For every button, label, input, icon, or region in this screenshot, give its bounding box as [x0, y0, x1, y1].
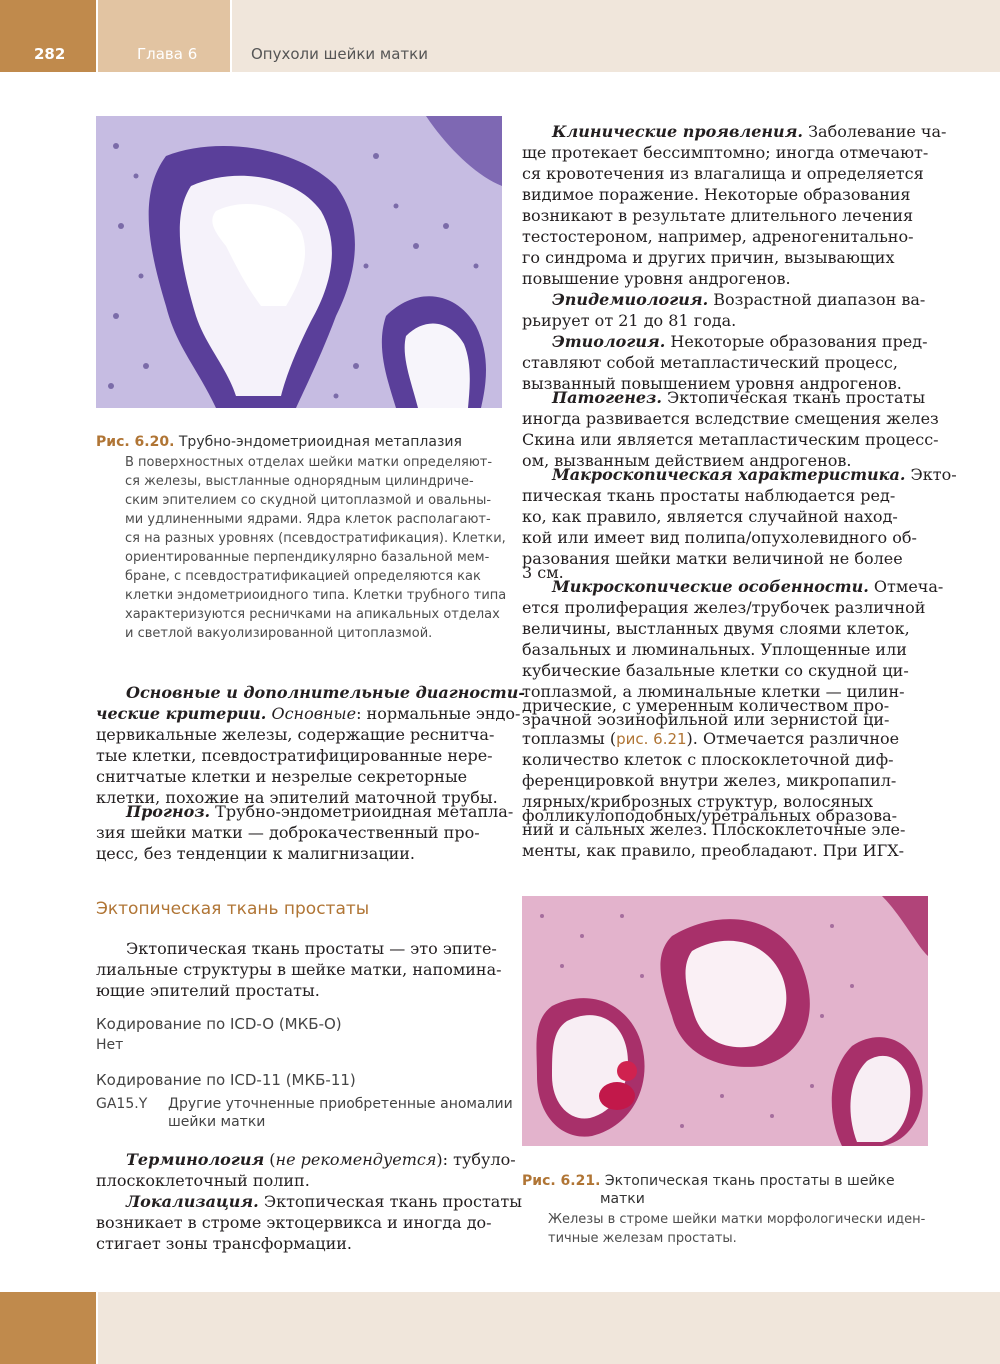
etiology-paragraph-line: вызванный повышением уровня андрогенов.: [522, 374, 902, 393]
clinical-paragraph-line: ся кровотечения из влагалища и определяется: [522, 164, 924, 183]
clinical-text: Заболевание ча-: [803, 122, 947, 141]
criteria-paragraph-line: клетки, похожие на эпителий маточной трубы.: [96, 788, 498, 807]
figure-6-21-caption-line: Железы в строме шейки матки морфологически иден-: [548, 1212, 926, 1227]
microscopic-paragraph-line: [522, 730, 899, 748]
macroscopic-text: Экто-: [905, 465, 957, 484]
macroscopic-paragraph-line: [552, 466, 957, 484]
icd11-description-line: Другие уточненные приобретенные аномалии: [168, 1096, 513, 1112]
microscopic-paragraph-line: зрачной эозинофильной или зернистой ци-: [522, 710, 890, 729]
figure-6-21-caption-line: тичные железам простаты.: [548, 1231, 737, 1246]
figure-6-21-label: Рис. 6.21.: [522, 1173, 601, 1189]
criteria-paragraph-line: [96, 705, 520, 723]
localization-paragraph-line: возникает в строме эктоцервикса и иногда до-: [96, 1213, 492, 1232]
figure-6-20-caption-line: В поверхностных отделах шейки матки определяют-: [125, 455, 493, 470]
epidemiology-paragraph-line: [552, 291, 925, 309]
microscopic-paragraph-line: менты, как правило, преобладают. При ИГХ-: [522, 841, 905, 860]
page-number: 282: [34, 45, 66, 63]
criteria-paragraph-line: снитчатые клетки и незрелые секреторные: [96, 767, 468, 786]
criteria-heading-line: [126, 684, 525, 702]
terminology-paragraph-line: Терминология (не рекомендуется): тубуло-: [126, 1150, 516, 1169]
criteria-paragraph-line: тые клетки, псевдостратифицированные нере-: [96, 746, 493, 765]
microscopic-paragraph-line: ется пролиферация желез/трубочек различной: [522, 598, 926, 617]
figure-6-20-caption-heading: [96, 433, 462, 451]
footer-accent-block: [0, 1292, 96, 1364]
figure-6-20-caption-line: клетки эндометриоидного типа. Клетки трубного типа: [125, 588, 507, 603]
macroscopic-paragraph-line: ко, как правило, является случайной наход-: [522, 507, 898, 526]
figure-6-20-caption-line: характеризуются ресничками на апикальных отделах: [125, 607, 500, 622]
etiology-paragraph-line: ставляют собой метапластический процесс,: [522, 353, 898, 372]
figure-6-20-caption-line: ми удлиненными ядрами. Ядра клеток располагают-: [125, 512, 491, 527]
terminology-text: ): тубуло-: [436, 1150, 516, 1169]
microscopic-text: Отмеча-: [868, 577, 944, 596]
epidemiology-paragraph-line: рьирует от 21 до 81 года.: [522, 311, 737, 330]
micrograph-6-20-image: [96, 116, 502, 408]
figure-6-20-caption-line: ся железы, выстланные однорядным цилиндриче-: [125, 474, 474, 489]
prognosis-paragraph-line: [126, 803, 513, 821]
prognosis-paragraph-line: цесс, без тенденции к малигнизации.: [96, 844, 416, 863]
microscopic-paragraph-line: величины, выстланных двумя слоями клеток,: [522, 619, 910, 638]
chapter-title: Опухоли шейки матки: [251, 45, 428, 63]
localization-paragraph-line: [126, 1193, 522, 1211]
microscopic-label: Микроскопические особенности.: [552, 577, 869, 596]
microscopic-paragraph-line: фолликулоподобных/уретральных образова-: [522, 806, 898, 825]
icdo-heading: Кодирование по ICD-O (МКБ-О): [96, 1015, 342, 1033]
pathogenesis-paragraph-line: Скина или является метапластическим процесс-: [522, 430, 939, 449]
clinical-paragraph-line: повышение уровня андрогенов.: [522, 269, 791, 288]
microscopic-paragraph-line: топлазмой, а люминальные клетки — цилин-: [522, 682, 905, 701]
pathogenesis-paragraph-line: ом, вызванным действием андрогенов.: [522, 451, 852, 470]
terminology-note: не рекомендуется: [275, 1150, 437, 1169]
microscopic-paragraph-line: кубические базальные клетки со скудной ци-: [522, 661, 909, 680]
prognosis-text: Трубно-эндометриоидная метапла-: [210, 802, 514, 821]
intro-paragraph-line: Эктопическая ткань простаты — это эпите-: [126, 939, 497, 958]
localization-label: Локализация.: [126, 1192, 259, 1211]
macroscopic-paragraph-line: 3 см.: [522, 563, 564, 582]
macroscopic-paragraph-line: кой или имеет вид полипа/опухолевидного об-: [522, 528, 917, 547]
microscopic-paragraph-line: базальных и люминальных. Уплощенные или: [522, 640, 907, 659]
terminology-paragraph-line: плоскоклеточный полип.: [96, 1171, 310, 1190]
etiology-label: Этиология.: [552, 332, 666, 351]
clinical-paragraph-line: видимое поражение. Некоторые образования: [522, 185, 911, 204]
pathogenesis-label: Патогенез.: [552, 388, 662, 407]
criteria-heading-cont: ческие критерии.: [96, 704, 267, 723]
criteria-paragraph-line: цервикальные железы, содержащие реснитча-: [96, 725, 495, 744]
icd11-heading: Кодирование по ICD-11 (МКБ-11): [96, 1071, 356, 1089]
criteria-heading: Основные и дополнительные диагности-: [126, 683, 526, 702]
micrograph-figure-6-21: [522, 896, 928, 1146]
pathogenesis-paragraph-line: [552, 389, 925, 407]
etiology-paragraph-line: [552, 333, 928, 351]
figure-6-21-caption-heading: [522, 1172, 895, 1190]
microscopic-paragraph-line: количество клеток с плоскоклеточной диф-: [522, 750, 894, 769]
figure-6-21-title: Эктопическая ткань простаты в шейке: [604, 1173, 895, 1189]
terminology-label: Терминология: [126, 1150, 265, 1169]
intro-paragraph-line: лиальные структуры в шейке матки, напомина-: [96, 960, 502, 979]
microscopic-text: ). Отмечается различное: [686, 729, 900, 748]
microscopic-paragraph-line: ний и сальных желез. Плоскоклеточные эле-: [522, 820, 906, 839]
microscopic-paragraph-line: [552, 578, 943, 596]
figure-6-20-caption-line: бране, с псевдостратификацией определяются как: [125, 569, 481, 584]
figure-6-20-caption-line: ся на разных уровнях (псевдостратификация). Клетки,: [125, 531, 506, 546]
microscopic-paragraph-line: дрические, с умеренным количеством про-: [522, 696, 890, 715]
microscopic-text: топлазмы (: [522, 729, 617, 748]
chapter-label: Глава 6: [137, 45, 198, 63]
figure-6-20-caption-line: ским эпителием со скудной цитоплазмой и овальны-: [125, 493, 492, 508]
figure-6-20-title: Трубно-эндометриоидная метаплазия: [178, 434, 462, 450]
figure-6-21-reference-link[interactable]: рис. 6.21: [616, 730, 687, 748]
epidemiology-label: Эпидемиология.: [552, 290, 709, 309]
prognosis-label: Прогноз.: [126, 802, 211, 821]
micrograph-6-21-image: [522, 896, 928, 1146]
etiology-text: Некоторые образования пред-: [665, 332, 928, 351]
localization-text: Эктопическая ткань простаты: [258, 1192, 522, 1211]
figure-6-20-caption-line: и светлой вакуолизированной цитоплазмой.: [125, 626, 433, 641]
clinical-paragraph-line: ще протекает бессимптомно; иногда отмечают-: [522, 143, 929, 162]
localization-paragraph-line: стигает зоны трансформации.: [96, 1234, 352, 1253]
macroscopic-paragraph-line: пическая ткань простаты наблюдается ред-: [522, 486, 896, 505]
icdo-value: Нет: [96, 1037, 124, 1053]
epidemiology-text: Возрастной диапазон ва-: [708, 290, 926, 309]
clinical-paragraph-line: го синдрома и других причин, вызывающих: [522, 248, 895, 267]
criteria-text: : нормальные эндо-: [356, 704, 521, 723]
clinical-paragraph-line: возникают в результате длительного лечения: [522, 206, 914, 225]
figure-6-21-title-cont: матки: [600, 1191, 645, 1207]
section-heading-ectopic-prostate: Эктопическая ткань простаты: [96, 899, 370, 919]
macroscopic-paragraph-line: разования шейки матки величиной не более: [522, 549, 903, 568]
macroscopic-label: Макроскопическая характеристика.: [552, 465, 906, 484]
clinical-paragraph-line: [552, 123, 946, 141]
figure-6-20-label: Рис. 6.20.: [96, 434, 175, 450]
icd11-description-line: шейки матки: [168, 1114, 266, 1130]
pathogenesis-paragraph-line: иногда развивается вследствие смещения желез: [522, 409, 939, 428]
micrograph-figure-6-20: [96, 116, 502, 408]
microscopic-paragraph-line: лярных/криброзных структур, волосяных: [522, 792, 874, 811]
pathogenesis-text: Эктопическая ткань простаты: [661, 388, 926, 407]
prognosis-paragraph-line: зия шейки матки — доброкачественный про-: [96, 823, 480, 842]
figure-6-20-caption-line: ориентированные перпендикулярно базальной мем-: [125, 550, 490, 565]
footer-band: [98, 1292, 1000, 1364]
icd11-code: GA15.Y: [96, 1096, 148, 1112]
criteria-label: Основные: [271, 704, 357, 723]
clinical-paragraph-line: тестостероном, например, адреногенитально-: [522, 227, 914, 246]
intro-paragraph-line: ющие эпителий простаты.: [96, 981, 320, 1000]
clinical-label: Клинические проявления.: [552, 122, 803, 141]
microscopic-paragraph-line: ференцировкой внутри желез, микропапил-: [522, 771, 897, 790]
